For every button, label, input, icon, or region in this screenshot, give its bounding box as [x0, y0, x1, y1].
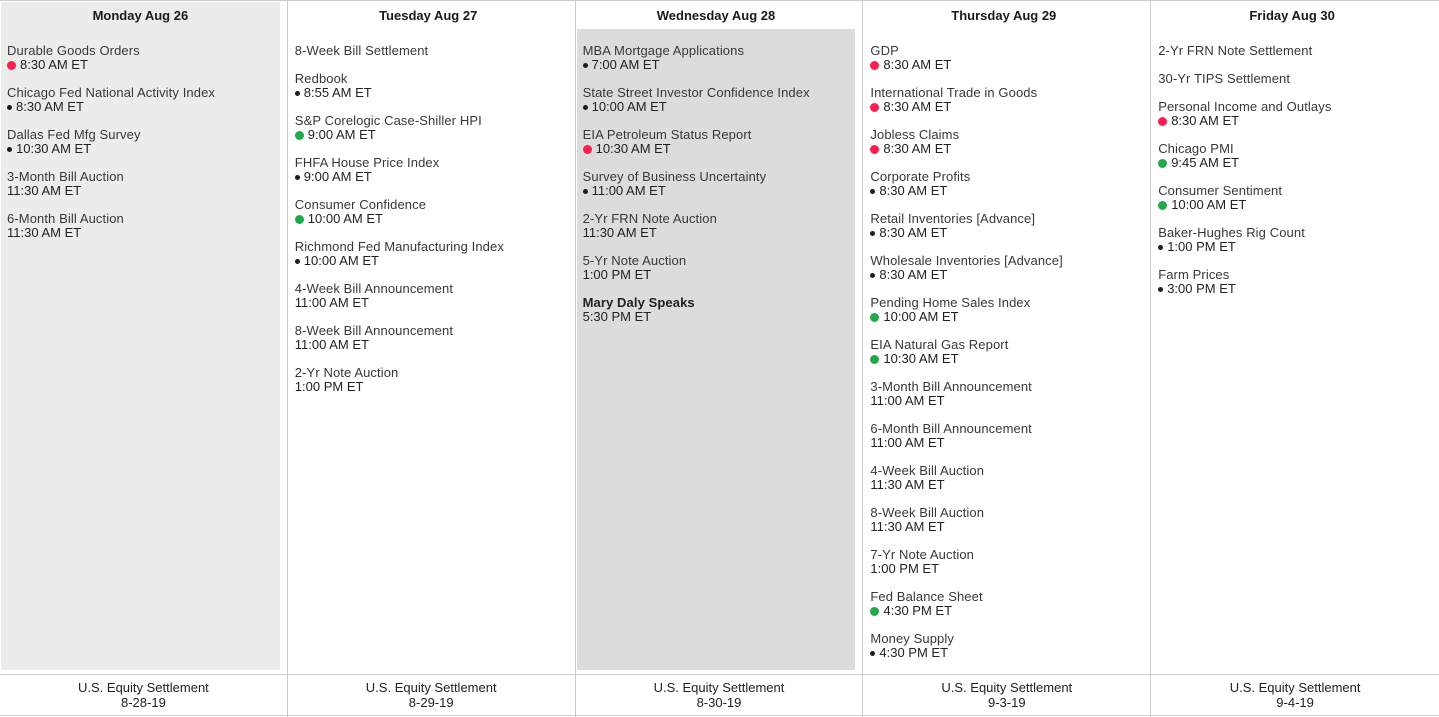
event-time-text: 8:55 AM ET: [303, 85, 372, 100]
event-time: [870, 478, 1137, 492]
red-importance-dot-icon: [1158, 117, 1167, 126]
event-title: Durable Goods Orders: [7, 43, 140, 58]
event-title: 2-Yr FRN Note Settlement: [1158, 43, 1313, 58]
settlement-footer: [863, 674, 1150, 716]
calendar-event: [583, 128, 850, 156]
calendar-event: [870, 212, 1137, 240]
event-time: [295, 212, 562, 226]
calendar-event: [1158, 72, 1426, 86]
calendar-event: [870, 128, 1137, 156]
event-time: [870, 226, 1137, 240]
settlement-footer: [0, 674, 287, 716]
settlement-label: U.S. Equity Settlement: [941, 680, 1073, 695]
event-time-text: 11:30 AM ET: [870, 477, 945, 492]
event-time-text: 1:00 PM ET: [1167, 239, 1236, 254]
day-event-list: [1152, 29, 1432, 670]
event-title: Consumer Confidence: [294, 197, 427, 212]
event-title: 8-Week Bill Announcement: [294, 323, 454, 338]
settlement-footer: [1151, 674, 1439, 716]
event-time-text: 8:30 AM ET: [16, 99, 84, 114]
calendar-event: [295, 366, 562, 394]
event-title: Chicago PMI: [1158, 141, 1234, 156]
green-importance-dot-icon: [1158, 201, 1167, 210]
settlement-label: U.S. Equity Settlement: [653, 680, 785, 695]
event-time-text: 10:30 AM ET: [883, 351, 959, 366]
day-panel: [864, 2, 1143, 670]
event-time: [295, 170, 562, 184]
event-time-text: 5:30 PM ET: [582, 309, 652, 324]
day-column-today: [576, 1, 864, 717]
event-time-text: 4:30 PM ET: [883, 603, 953, 618]
calendar-event: [1158, 226, 1426, 254]
event-time-text: 11:30 AM ET: [7, 183, 82, 198]
event-title: 30-Yr TIPS Settlement: [1158, 71, 1291, 86]
event-title: Retail Inventories [Advance]: [870, 211, 1036, 226]
calendar-event: [7, 44, 274, 72]
calendar-event: [583, 296, 850, 324]
day-panel: [289, 2, 568, 670]
calendar-event: [295, 72, 562, 100]
event-title: Survey of Business Uncertainty: [582, 169, 767, 184]
event-time: [870, 268, 1137, 282]
event-title: Chicago Fed National Activity Index: [7, 85, 215, 100]
event-time-text: 1:00 PM ET: [582, 267, 652, 282]
calendar-event: [1158, 44, 1426, 58]
calendar-event: [295, 198, 562, 226]
calendar-event: [295, 44, 562, 58]
event-time: [7, 100, 274, 114]
event-time: [1158, 114, 1426, 128]
event-time: [870, 310, 1137, 324]
day-event-list: [1, 29, 280, 670]
event-time-text: 11:00 AM ET: [294, 337, 369, 352]
calendar-event: [870, 506, 1137, 534]
settlement-date: 8-28-19: [120, 695, 166, 710]
black-importance-dot-icon: [870, 189, 875, 194]
event-title: 6-Month Bill Announcement: [870, 421, 1032, 436]
calendar-event: [7, 128, 274, 156]
event-time-text: 11:30 AM ET: [870, 519, 945, 534]
event-title: 2-Yr FRN Note Auction: [582, 211, 717, 226]
day-column-default: [1151, 1, 1439, 717]
day-header: Monday Aug 26: [92, 8, 189, 23]
calendar-event: [7, 212, 274, 240]
calendar-event: [870, 254, 1137, 282]
event-time: [870, 520, 1137, 534]
event-time-text: 9:00 AM ET: [307, 127, 376, 142]
event-time-text: 10:00 AM ET: [591, 99, 667, 114]
event-time: [870, 142, 1137, 156]
settlement-date: 8-29-19: [408, 695, 454, 710]
event-time-text: 10:00 AM ET: [307, 211, 383, 226]
event-time: [295, 254, 562, 268]
calendar-event: [870, 86, 1137, 114]
event-title: Redbook: [294, 71, 348, 86]
event-time-text: 8:30 AM ET: [883, 57, 952, 72]
settlement-date: 9-3-19: [988, 695, 1026, 710]
calendar-event: [1158, 100, 1426, 128]
event-time: [870, 562, 1137, 576]
event-time-text: 11:00 AM ET: [870, 435, 945, 450]
red-importance-dot-icon: [870, 61, 879, 70]
event-title: 8-Week Bill Auction: [870, 505, 985, 520]
black-importance-dot-icon: [1158, 287, 1163, 292]
event-title: FHFA House Price Index: [294, 155, 440, 170]
event-time: [870, 184, 1137, 198]
event-title: Consumer Sentiment: [1158, 183, 1283, 198]
event-title: Pending Home Sales Index: [870, 295, 1031, 310]
event-title: Personal Income and Outlays: [1158, 99, 1332, 114]
black-importance-dot-icon: [583, 189, 588, 194]
green-importance-dot-icon: [295, 215, 304, 224]
calendar-event: [870, 296, 1137, 324]
event-time: [583, 268, 850, 282]
settlement-footer: [576, 674, 863, 716]
event-time: [295, 128, 562, 142]
event-time-text: 11:00 AM ET: [591, 183, 666, 198]
black-importance-dot-icon: [7, 147, 12, 152]
event-time: [870, 646, 1137, 660]
calendar-event: [295, 240, 562, 268]
calendar-event: [1158, 142, 1426, 170]
event-time: [7, 226, 274, 240]
calendar-event: [295, 156, 562, 184]
event-time: [583, 184, 850, 198]
calendar-event: [295, 114, 562, 142]
settlement-footer: [288, 674, 575, 716]
calendar-event: [583, 212, 850, 240]
event-time-text: 4:30 PM ET: [879, 645, 949, 660]
calendar-event: [7, 86, 274, 114]
event-time-text: 8:30 AM ET: [883, 141, 952, 156]
event-time-text: 8:30 AM ET: [879, 267, 948, 282]
calendar-event: [295, 282, 562, 310]
black-importance-dot-icon: [295, 91, 300, 96]
day-column-default: [863, 1, 1151, 717]
calendar-event: [870, 170, 1137, 198]
event-time: [295, 380, 562, 394]
calendar-event: [583, 170, 850, 198]
event-title: GDP: [870, 43, 899, 58]
day-header: Thursday Aug 29: [951, 8, 1057, 23]
event-time-text: 11:30 AM ET: [7, 225, 82, 240]
event-title: 4-Week Bill Announcement: [294, 281, 454, 296]
event-time: [583, 100, 850, 114]
event-title: Baker-Hughes Rig Count: [1158, 225, 1305, 240]
day-header: Tuesday Aug 27: [379, 8, 478, 23]
event-time-text: 3:00 PM ET: [1167, 281, 1236, 296]
event-time-text: 11:30 AM ET: [582, 225, 657, 240]
calendar-event: [870, 632, 1137, 660]
event-title: 4-Week Bill Auction: [870, 463, 985, 478]
calendar-event: [870, 422, 1137, 450]
event-time-text: 1:00 PM ET: [870, 561, 940, 576]
event-time: [7, 142, 274, 156]
red-importance-dot-icon: [7, 61, 16, 70]
event-title: International Trade in Goods: [870, 85, 1038, 100]
event-title: State Street Investor Confidence Index: [582, 85, 810, 100]
black-importance-dot-icon: [295, 259, 300, 264]
black-importance-dot-icon: [7, 105, 12, 110]
day-header: Wednesday Aug 28: [656, 8, 776, 23]
event-title: Dallas Fed Mfg Survey: [7, 127, 141, 142]
day-column-default: [288, 1, 576, 717]
event-time-text: 8:30 AM ET: [879, 183, 948, 198]
event-time: [295, 338, 562, 352]
event-time: [1158, 282, 1426, 296]
event-title: 3-Month Bill Announcement: [870, 379, 1032, 394]
event-time-text: 8:30 AM ET: [883, 99, 952, 114]
event-title: S&P Corelogic Case-Shiller HPI: [294, 113, 482, 128]
day-header: Friday Aug 30: [1249, 8, 1335, 23]
day-event-list: [289, 29, 568, 670]
calendar-event: [1158, 268, 1426, 296]
calendar-event: [1158, 184, 1426, 212]
event-title: Farm Prices: [1158, 267, 1230, 282]
event-time-text: 9:45 AM ET: [1171, 155, 1240, 170]
black-importance-dot-icon: [870, 273, 875, 278]
settlement-label: U.S. Equity Settlement: [365, 680, 497, 695]
settlement-date: 8-30-19: [696, 695, 742, 710]
green-importance-dot-icon: [870, 313, 879, 322]
green-importance-dot-icon: [295, 131, 304, 140]
event-title: 7-Yr Note Auction: [870, 547, 974, 562]
settlement-label: U.S. Equity Settlement: [1229, 680, 1361, 695]
event-title: EIA Natural Gas Report: [870, 337, 1009, 352]
black-importance-dot-icon: [583, 63, 588, 68]
event-time-text: 8:30 AM ET: [20, 57, 88, 72]
event-time: [295, 296, 562, 310]
event-time: [1158, 156, 1426, 170]
event-title: Corporate Profits: [870, 169, 971, 184]
day-event-list: [864, 29, 1143, 670]
green-importance-dot-icon: [870, 355, 879, 364]
event-title: 2-Yr Note Auction: [294, 365, 399, 380]
calendar-event: [583, 254, 850, 282]
calendar-event: [7, 170, 274, 198]
event-time: [583, 310, 850, 324]
event-time: [583, 58, 850, 72]
event-title: Jobless Claims: [870, 127, 960, 142]
event-time-text: 8:30 AM ET: [1171, 113, 1240, 128]
black-importance-dot-icon: [295, 175, 300, 180]
green-importance-dot-icon: [1158, 159, 1167, 168]
settlement-date: 9-4-19: [1276, 695, 1314, 710]
event-time: [870, 100, 1137, 114]
event-title: 5-Yr Note Auction: [582, 253, 687, 268]
event-time-text: 11:00 AM ET: [870, 393, 945, 408]
day-panel: [1152, 2, 1432, 670]
event-time-text: 8:30 AM ET: [879, 225, 948, 240]
calendar-event: [295, 324, 562, 352]
settlement-label: U.S. Equity Settlement: [78, 680, 209, 695]
event-time-text: 10:30 AM ET: [16, 141, 92, 156]
event-time-text: 10:00 AM ET: [883, 309, 959, 324]
event-time-text: 1:00 PM ET: [294, 379, 364, 394]
red-importance-dot-icon: [870, 103, 879, 112]
black-importance-dot-icon: [870, 231, 875, 236]
calendar-event: [583, 44, 850, 72]
calendar-event: [870, 548, 1137, 576]
day-event-list: [577, 29, 856, 670]
calendar-event: [870, 464, 1137, 492]
event-time: [1158, 240, 1426, 254]
red-importance-dot-icon: [583, 145, 592, 154]
event-time: [7, 184, 274, 198]
event-title: 8-Week Bill Settlement: [294, 43, 429, 58]
event-title: 3-Month Bill Auction: [7, 169, 124, 184]
event-time-text: 10:00 AM ET: [1171, 197, 1247, 212]
red-importance-dot-icon: [870, 145, 879, 154]
event-time: [870, 352, 1137, 366]
event-time: [583, 226, 850, 240]
black-importance-dot-icon: [870, 651, 875, 656]
event-time: [870, 394, 1137, 408]
event-time: [870, 436, 1137, 450]
event-time-text: 10:30 AM ET: [595, 141, 671, 156]
calendar-event: [583, 86, 850, 114]
event-title: EIA Petroleum Status Report: [582, 127, 752, 142]
event-title: Mary Daly Speaks: [582, 295, 695, 310]
event-time-text: 9:00 AM ET: [303, 169, 372, 184]
event-time: [1158, 198, 1426, 212]
event-time: [870, 604, 1137, 618]
event-time: [870, 58, 1137, 72]
calendar-event: [870, 380, 1137, 408]
calendar-event: [870, 44, 1137, 72]
event-title: Money Supply: [870, 631, 954, 646]
event-time: [7, 58, 274, 72]
event-title: 6-Month Bill Auction: [7, 211, 124, 226]
black-importance-dot-icon: [583, 105, 588, 110]
day-column-past: [0, 1, 288, 717]
green-importance-dot-icon: [870, 607, 879, 616]
event-title: MBA Mortgage Applications: [582, 43, 745, 58]
calendar-event: [870, 590, 1137, 618]
event-title: Richmond Fed Manufacturing Index: [294, 239, 504, 254]
event-time: [583, 142, 850, 156]
event-time-text: 7:00 AM ET: [591, 57, 660, 72]
day-panel: [1, 2, 280, 670]
event-time: [295, 86, 562, 100]
event-title: Wholesale Inventories [Advance]: [870, 253, 1063, 268]
day-panel: [577, 2, 856, 670]
calendar-event: [870, 338, 1137, 366]
event-time-text: 10:00 AM ET: [303, 253, 379, 268]
event-time-text: 11:00 AM ET: [294, 295, 369, 310]
event-title: Fed Balance Sheet: [870, 589, 983, 604]
black-importance-dot-icon: [1158, 245, 1163, 250]
